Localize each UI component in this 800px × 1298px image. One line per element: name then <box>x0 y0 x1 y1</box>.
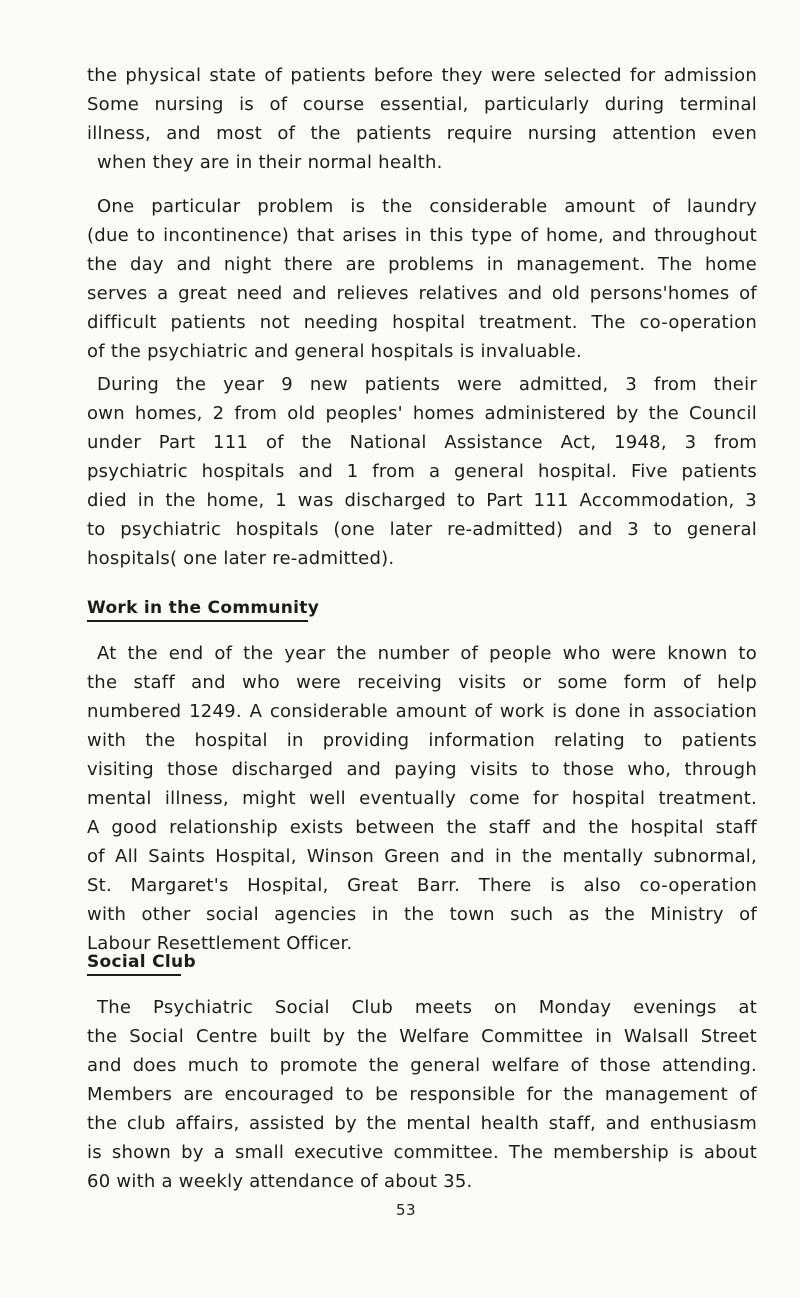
paragraph-social-club <box>87 993 757 1196</box>
text-line: under Part 111 of the National Assistance Act, 1948, 3 from <box>87 432 757 453</box>
section-heading-community: Work in the Community <box>87 598 320 618</box>
text-line: when they are in their normal health. <box>97 152 443 173</box>
text-line: the Social Centre built by the Welfare Committee in Walsall Street <box>87 1026 757 1047</box>
text-line: the club affairs, assisted by the mental health staff, and enthusiasm <box>87 1113 757 1134</box>
text-line: with the hospital in providing information relating to patients <box>87 730 757 751</box>
text-line: One particular problem is the considerable amount of laundry <box>97 196 757 217</box>
page-number: 53 <box>396 1201 417 1219</box>
text-line: Members are encouraged to be responsible for the management of <box>87 1084 757 1105</box>
text-line: the physical state of patients before they were selected for admission <box>87 65 757 86</box>
text-line: psychiatric hospitals and 1 from a general hospital. Five patients <box>87 461 757 482</box>
text-line: with other social agencies in the town such as the Ministry of <box>87 904 757 925</box>
text-line: died in the home, 1 was discharged to Part 111 Accommodation, 3 <box>87 490 757 511</box>
text-line: A good relationship exists between the staff and the hospital staff <box>87 817 757 838</box>
heading-underline <box>87 974 181 976</box>
paragraph-laundry-problem <box>87 192 757 366</box>
text-line: visiting those discharged and paying visits to those who, through <box>87 759 757 780</box>
text-line: difficult patients not needing hospital treatment. The co-operation <box>87 312 757 333</box>
text-line: to psychiatric hospitals (one later re-admitted) and 3 to general <box>87 519 757 540</box>
text-line: the day and night there are problems in management. The home <box>87 254 757 275</box>
text-line: The Psychiatric Social Club meets on Monday evenings at <box>97 997 757 1018</box>
text-line: own homes, 2 from old peoples' homes administered by the Council <box>87 403 757 424</box>
text-line: During the year 9 new patients were admitted, 3 from their <box>97 374 757 395</box>
paragraph-community-work <box>87 639 757 958</box>
paragraph-patients-state <box>87 61 757 177</box>
text-line: the staff and who were receiving visits or some form of help <box>87 672 757 693</box>
text-line: and does much to promote the general welfare of those attending. <box>87 1055 757 1076</box>
text-line: (due to incontinence) that arises in this type of home, and throughout <box>87 225 757 246</box>
text-line: numbered 1249. A considerable amount of work is done in association <box>87 701 757 722</box>
paragraph-admissions <box>87 370 757 573</box>
section-heading-social-club: Social Club <box>87 952 196 972</box>
text-line: mental illness, might well eventually come for hospital treatment. <box>87 788 757 809</box>
text-line: Some nursing is of course essential, particularly during terminal <box>87 94 757 115</box>
text-line: 60 with a weekly attendance of about 35. <box>87 1171 473 1192</box>
text-line: hospitals( one later re-admitted). <box>87 548 395 569</box>
text-line: is shown by a small executive committee. The membership is about <box>87 1142 757 1163</box>
text-line: Labour Resettlement Officer. <box>87 933 353 954</box>
text-line: of the psychiatric and general hospitals is invaluable. <box>87 341 582 362</box>
text-line: At the end of the year the number of people who were known to <box>97 643 757 664</box>
text-line: of All Saints Hospital, Winson Green and in the mentally subnormal, <box>87 846 757 867</box>
text-line: serves a great need and relieves relatives and old persons'homes of <box>87 283 757 304</box>
text-line: St. Margaret's Hospital, Great Barr. There is also co-operation <box>87 875 757 896</box>
heading-underline <box>87 620 308 622</box>
text-line: illness, and most of the patients require nursing attention even <box>87 123 757 144</box>
